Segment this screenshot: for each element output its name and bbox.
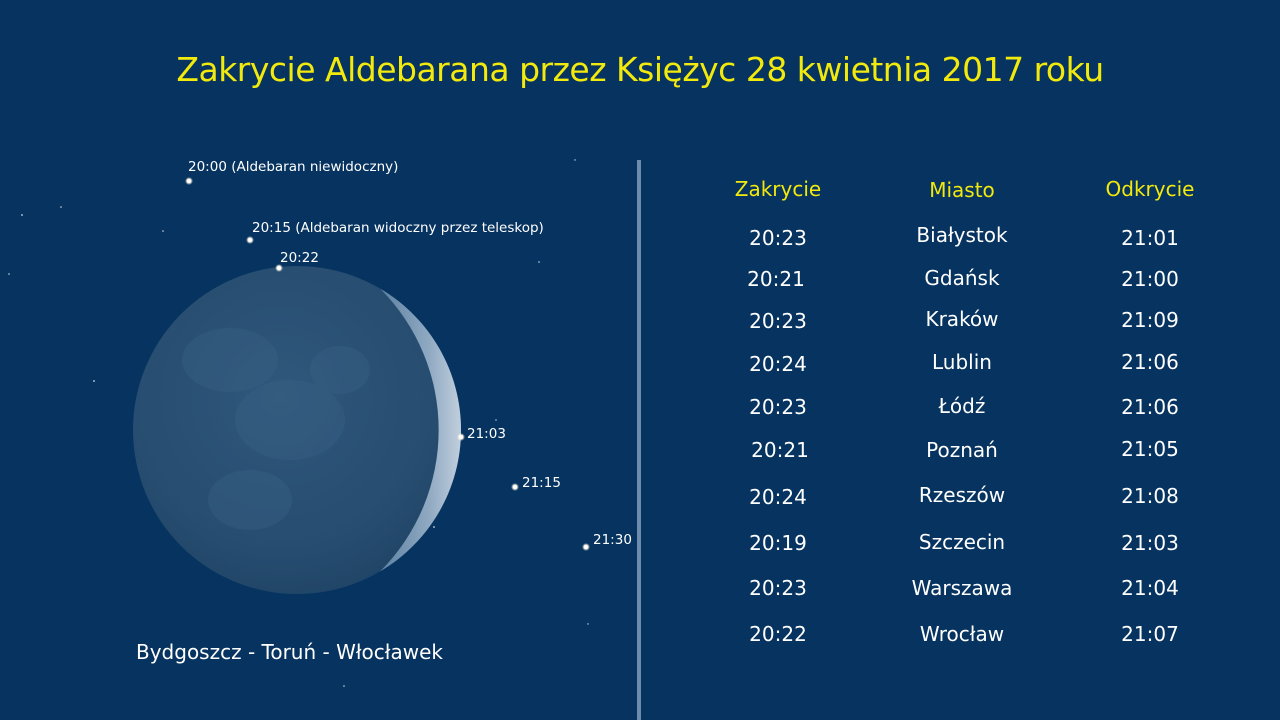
city-name: Kraków (925, 307, 999, 331)
aldebaran-marker (187, 179, 191, 183)
occultation-time: 20:23 (749, 226, 807, 250)
aldebaran-marker (513, 485, 517, 489)
city-name: Warszawa (911, 576, 1013, 600)
reappearance-time: 21:01 (1121, 226, 1179, 250)
reappearance-time: 21:06 (1121, 395, 1179, 419)
occultation-time: 20:23 (749, 576, 807, 600)
occultation-time: 20:24 (749, 352, 807, 376)
occultation-time: 20:21 (751, 438, 809, 462)
occultation-time: 20:23 (749, 395, 807, 419)
occultation-time: 20:22 (749, 622, 807, 646)
header-occultation: Zakrycie (734, 177, 822, 201)
city-name: Rzeszów (918, 483, 1006, 507)
reappearance-time: 21:08 (1121, 484, 1179, 508)
position-label-20-15: 20:15 (Aldebaran widoczny przez teleskop) (252, 220, 544, 236)
moon (133, 266, 461, 594)
city-name: Lublin (932, 350, 992, 374)
aldebaran-marker (584, 545, 588, 549)
city-name: Szczecin (918, 530, 1006, 554)
reappearance-time: 21:09 (1121, 308, 1179, 332)
position-label-21-30: 21:30 (593, 532, 632, 548)
city-name: Gdańsk (924, 266, 1000, 290)
city-name: Łódź (938, 394, 986, 418)
position-label-21-03: 21:03 (467, 426, 506, 442)
divider (637, 160, 641, 720)
city-name: Białystok (916, 223, 1008, 247)
occultation-time: 20:21 (747, 267, 805, 291)
header-reappearance: Odkrycie (1105, 177, 1195, 201)
position-label-20-00: 20:00 (Aldebaran niewidoczny) (188, 159, 399, 175)
reappearance-time: 21:03 (1121, 531, 1179, 555)
aldebaran-marker (248, 238, 252, 242)
occultation-time: 20:19 (749, 531, 807, 555)
reappearance-time: 21:07 (1121, 622, 1179, 646)
aldebaran-marker (459, 435, 463, 439)
region-label: Bydgoszcz - Toruń - Włocławek (136, 640, 443, 664)
reappearance-time: 21:04 (1121, 576, 1179, 600)
position-label-21-15: 21:15 (522, 475, 561, 491)
page-title: Zakrycie Aldebarana przez Księżyc 28 kwietnia 2017 roku (176, 50, 1104, 89)
reappearance-time: 21:06 (1121, 350, 1179, 374)
city-name: Poznań (926, 438, 998, 462)
city-name: Wrocław (919, 622, 1005, 646)
occultation-time: 20:24 (749, 485, 807, 509)
position-label-20-22: 20:22 (280, 250, 319, 266)
occultation-time: 20:23 (749, 309, 807, 333)
header-city: Miasto (929, 178, 995, 202)
reappearance-time: 21:00 (1121, 267, 1179, 291)
reappearance-time: 21:05 (1121, 437, 1179, 461)
